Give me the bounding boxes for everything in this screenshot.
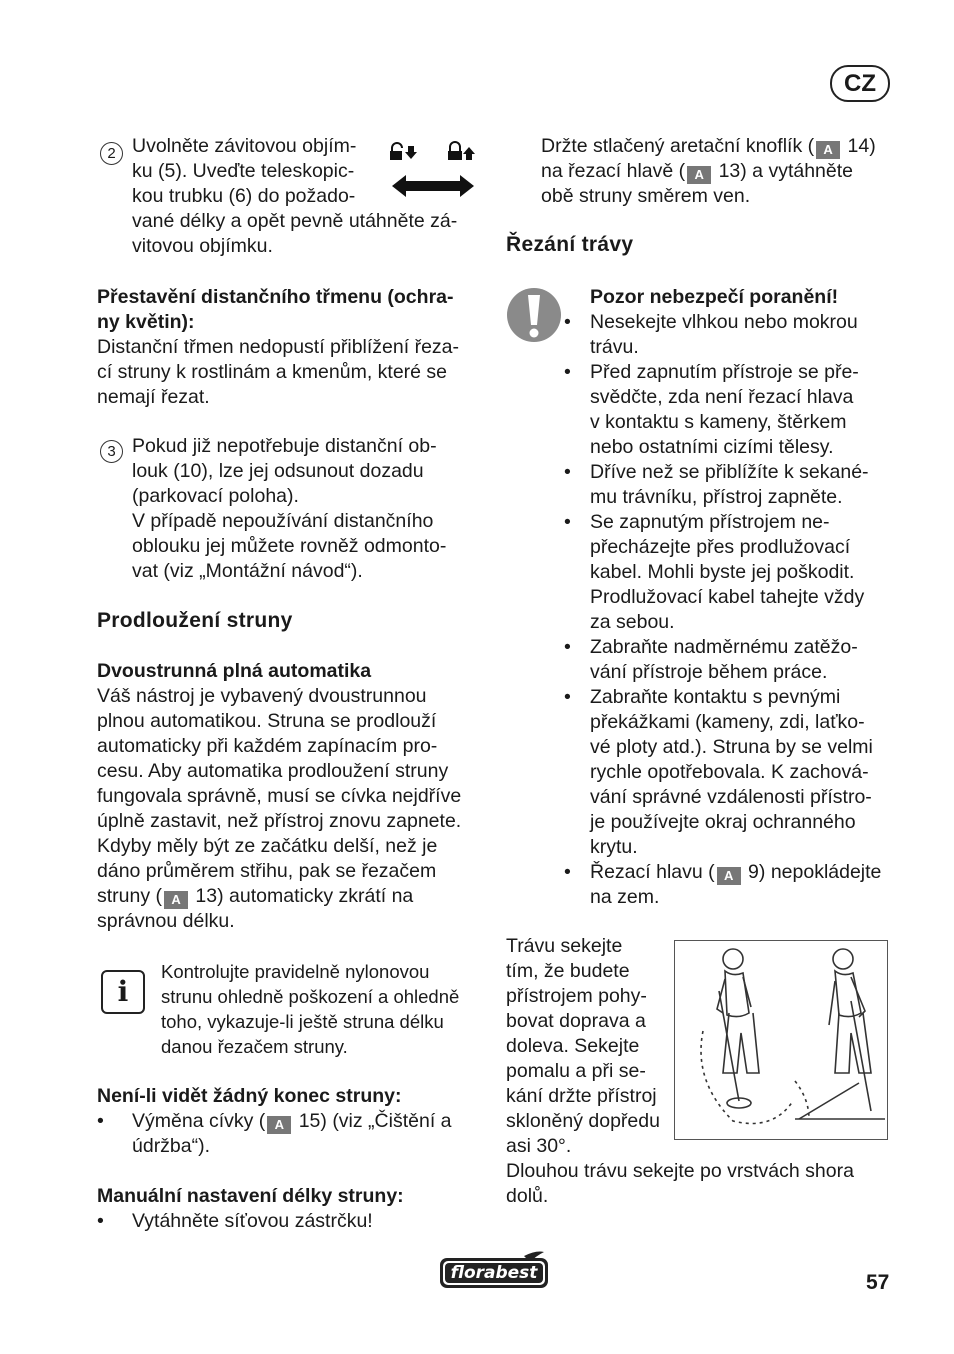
list-item: • Výměna cívky ( A 15) (viz „Čištění a údržba“).	[97, 1109, 487, 1159]
no-end-heading: Není-li vidět žádný konec struny:	[97, 1085, 402, 1107]
list-item: • Zabraňte nadměrnému zatěžo- vání přístroje během práce.	[564, 635, 894, 685]
distance-heading: Přestavění distančního třmenu (ochra- ny květin):	[97, 286, 454, 333]
list-item: • Nesekejte vlhkou nebo mokrou trávu.	[564, 310, 894, 360]
section-title-grass-cutting: Řezání trávy	[506, 233, 634, 256]
warning-icon	[506, 287, 562, 343]
manual-list	[97, 1209, 487, 1234]
auto-heading: Dvoustrunná plná automatika	[97, 660, 372, 682]
figure-a-badge: A	[164, 891, 188, 909]
step-2-text: Uvolněte závitovou objím- ku (5). Uveďte teleskopic- kou trubku (6) do požado- vané délky a opět pevně utáhněte zá- vitovou objímku.	[132, 135, 458, 257]
mowing-text: Trávu sekejte tím, že budete přístrojem pohy- bovat doprava a doleva. Sekejte pomalu a při se- kání držte přístroj skloněný dopředu asi 30°.	[506, 935, 660, 1157]
list-item: • Řezací hlavu ( A 9) nepokládejte na zem.	[564, 860, 894, 910]
warning-heading: Pozor nebezpečí poranění!	[590, 286, 839, 308]
figure-a-badge: A	[816, 141, 840, 159]
long-grass-text: Dlouhou trávu sekejte po vrstvách shora dolů.	[506, 1160, 854, 1207]
figure-a-badge: A	[717, 867, 741, 885]
brand-logo-text: florabest	[450, 1263, 538, 1283]
no-end-list	[97, 1109, 487, 1159]
mowing-illustration	[674, 940, 888, 1140]
info-icon: i	[101, 970, 145, 1014]
language-badge: CZ	[830, 65, 890, 102]
figure-a-badge: A	[267, 1116, 291, 1134]
list-item: • Zabraňte kontaktu s pevnými překážkami (kameny, zdi, laťko- vé ploty atd.). Struna by se velmi rychle opotřebovala. K zachová- vání správné vzdálenosti přístro- je používejte okraj ochranného krytu.	[564, 685, 894, 860]
info-note: Kontrolujte pravidelně nylonovou strunu ohledně poškození a ohledně toho, vykazuje-li ještě struna délku danou řezačem struny.	[161, 961, 460, 1057]
brand-logo	[438, 1250, 550, 1290]
string-pull-text: Držte stlačený aretační knoflík ( A 14) na řezací hlavě ( A 13) a vytáhněte obě struny směrem ven.	[541, 135, 876, 207]
list-item: • Dříve než se přiblížíte k sekané- mu trávníku, přístroj zapněte.	[564, 460, 894, 510]
step-3-text: Pokud již nepotřebuje distanční ob- louk (10), lze jej odsunout dozadu (parkovací poloha). V případě nepoužívání distančního oblouku jej můžete rovněž odmonto- vat (viz „Montážní návod“).	[132, 435, 447, 582]
list-item: • Se zapnutým přístrojem ne- přecházejte přes prodlužovací kabel. Mohli byste jej poškodit. Prodlužovací kabel tahejte vždy za sebou.	[564, 510, 894, 635]
manual-heading: Manuální nastavení délky struny:	[97, 1185, 404, 1207]
figure-a-badge: A	[687, 166, 711, 184]
warning-list	[564, 310, 894, 910]
step-number-2: 2	[100, 142, 123, 165]
auto-text: Váš nástroj je vybavený dvoustrunnou plnou automatikou. Struna se prodlouží automaticky při každém zapínacím pro- cesu. Aby automatika prodloužení struny fungovala správně, musí se cívka nejdříve úplně zastavit, než přístroj znovu zapnete. Kdyby měly být ze začátku delší, než je dáno průměrem střihu, pak se řezačem struny ( A 13) automaticky zkrátí na správnou délku.	[97, 685, 462, 932]
lock-unlock-arrows-icon	[386, 140, 478, 202]
step-number-3: 3	[100, 440, 123, 463]
page-number: 57	[866, 1271, 890, 1294]
section-title-line-extension: Prodloužení struny	[97, 609, 293, 632]
list-item: • Vytáhněte síťovou zástrčku!	[97, 1209, 487, 1234]
distance-text: Distanční třmen nedopustí přiblížení řeza- cí struny k rostlinám a kmenům, které se nemají řezat.	[97, 336, 460, 408]
list-item: • Před zapnutím přístroje se pře- svědčte, zda není řezací hlava v kontaktu s kameny, štěrkem nebo ostatními cizími tělesy.	[564, 360, 894, 460]
